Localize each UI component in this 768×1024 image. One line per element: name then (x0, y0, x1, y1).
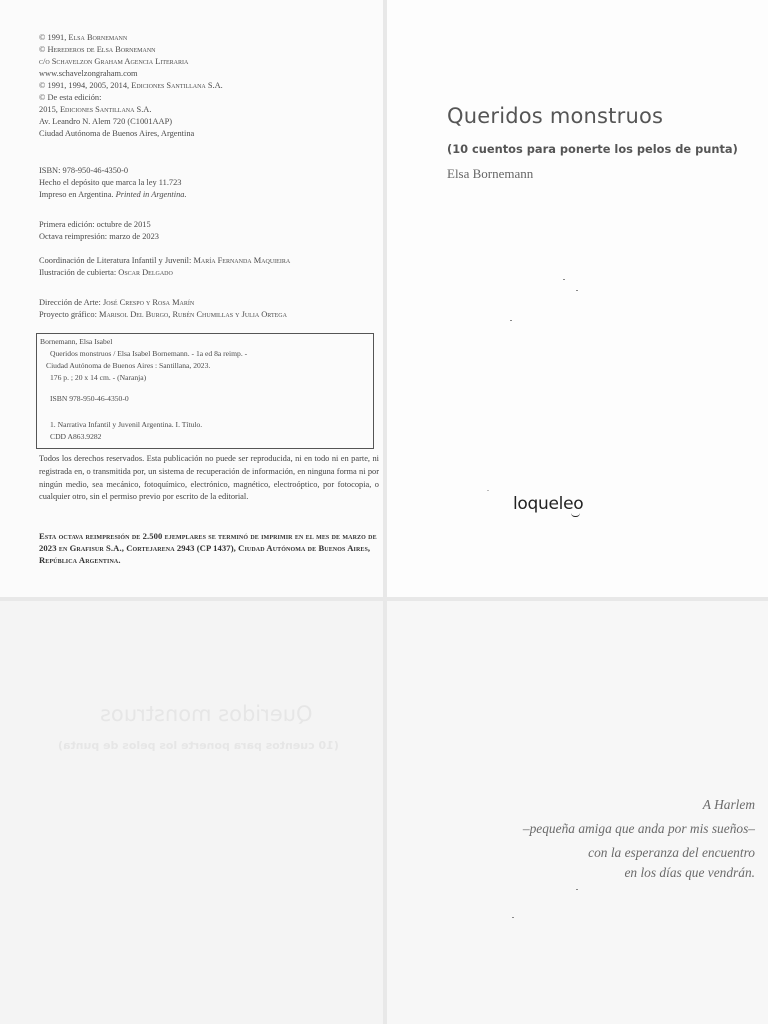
show-through-subtitle: (10 cuentos para ponerte los pelos de punta) (58, 739, 339, 752)
copyright-page (0, 0, 383, 597)
art-direction-line: Dirección de Arte: José Crespo y Rosa Marín (39, 298, 195, 307)
credit-line: 2015, Ediciones Santillana S.A. (39, 105, 152, 114)
paper-speck (512, 917, 514, 918)
book-title: Queridos monstruos (447, 104, 664, 128)
dedication-line: A Harlem (702, 797, 755, 812)
colophon: Esta octava reimpresión de 2.500 ejemplares se terminó de imprimir en el mes de marzo de 2023 en Grafisur S.A., Cortejarena 2943 (CP 1437), Ciudad Autónoma de Buenos Aires, República Argentina. (39, 531, 377, 565)
credit-line: Ciudad Autónoma de Buenos Aires, Argentina (39, 129, 195, 138)
paper-speck (563, 279, 565, 280)
first-edition-line: Primera edición: octubre de 2015 (39, 220, 151, 229)
paper-speck (487, 490, 489, 491)
paper-speck (576, 889, 578, 890)
book-subtitle: (10 cuentos para ponerte los pelos de punta) (447, 142, 738, 156)
dedication-line: con la esperanza del encuentro (588, 845, 755, 860)
printed-in-line: Impreso en Argentina. Printed in Argentina. (39, 190, 187, 199)
cip-record-box (36, 333, 374, 449)
paper-speck (576, 290, 578, 291)
blank-verso-page (0, 601, 383, 1024)
graphic-project-line: Proyecto gráfico: Marisol Del Burgo, Rubén Chumillas y Julia Ortega (39, 310, 287, 319)
deposit-line: Hecho el depósito que marca la ley 11.723 (39, 178, 182, 187)
credit-line: www.schavelzongraham.com (39, 69, 138, 78)
cip-line: CDD A863.9282 (50, 432, 102, 441)
credit-line: © 1991, Elsa Bornemann (39, 33, 128, 42)
cip-line: ISBN 978-950-46-4350-0 (50, 394, 129, 403)
cover-illustration-line: Ilustración de cubierta: Oscar Delgado (39, 268, 173, 277)
cip-line: Queridos monstruos / Elsa Isabel Bornemann. - 1a ed 8a reimp. - (50, 349, 248, 358)
dedication-line: en los días que vendrán. (624, 865, 755, 880)
credit-line: © De esta edición: (39, 93, 102, 102)
dedication-page (387, 601, 768, 1024)
show-through-title: Queridos monstruos (100, 702, 313, 726)
credit-line: © Herederos de Elsa Bornemann (39, 45, 156, 54)
cip-line: Ciudad Autónoma de Buenos Aires : Santillana, 2023. (46, 361, 211, 370)
credit-line: Av. Leandro N. Alem 720 (C1001AAP) (39, 117, 173, 126)
rights-notice: Todos los derechos reservados. Esta publicación no puede ser reproducida, ni en todo ni en parte, ni registrada en, o transmitida por, un sistema de recuperación de información, en ninguna forma ni por ningún medio, sea mecánico, fotoquímico, electrónico, magnético, electroóptico, por fotocopia, o cualquier otro, sin el permiso previo por escrito de la editorial. (39, 454, 379, 502)
cip-line: Bornemann, Elsa Isabel (40, 337, 113, 346)
book-author: Elsa Bornemann (447, 166, 534, 181)
credit-line: c/o Schavelzon Graham Agencia Literaria (39, 57, 189, 66)
publisher-logo: loqueleo (513, 494, 584, 514)
credit-line: © 1991, 1994, 2005, 2014, Ediciones Santillana S.A. (39, 81, 223, 90)
paper-speck (510, 320, 512, 321)
cip-line: 1. Narrativa Infantil y Juvenil Argentina. I. Título. (50, 420, 203, 429)
cip-line: 176 p. ; 20 x 14 cm. - (Naranja) (50, 373, 147, 382)
dedication-line: –pequeña amiga que anda por mis sueños– (522, 821, 755, 836)
title-page (387, 0, 768, 597)
reprint-line: Octava reimpresión: marzo de 2023 (39, 232, 159, 241)
coordination-line: Coordinación de Literatura Infantil y Juvenil: María Fernanda Maquieira (39, 256, 291, 265)
isbn-line: ISBN: 978-950-46-4350-0 (39, 166, 129, 175)
